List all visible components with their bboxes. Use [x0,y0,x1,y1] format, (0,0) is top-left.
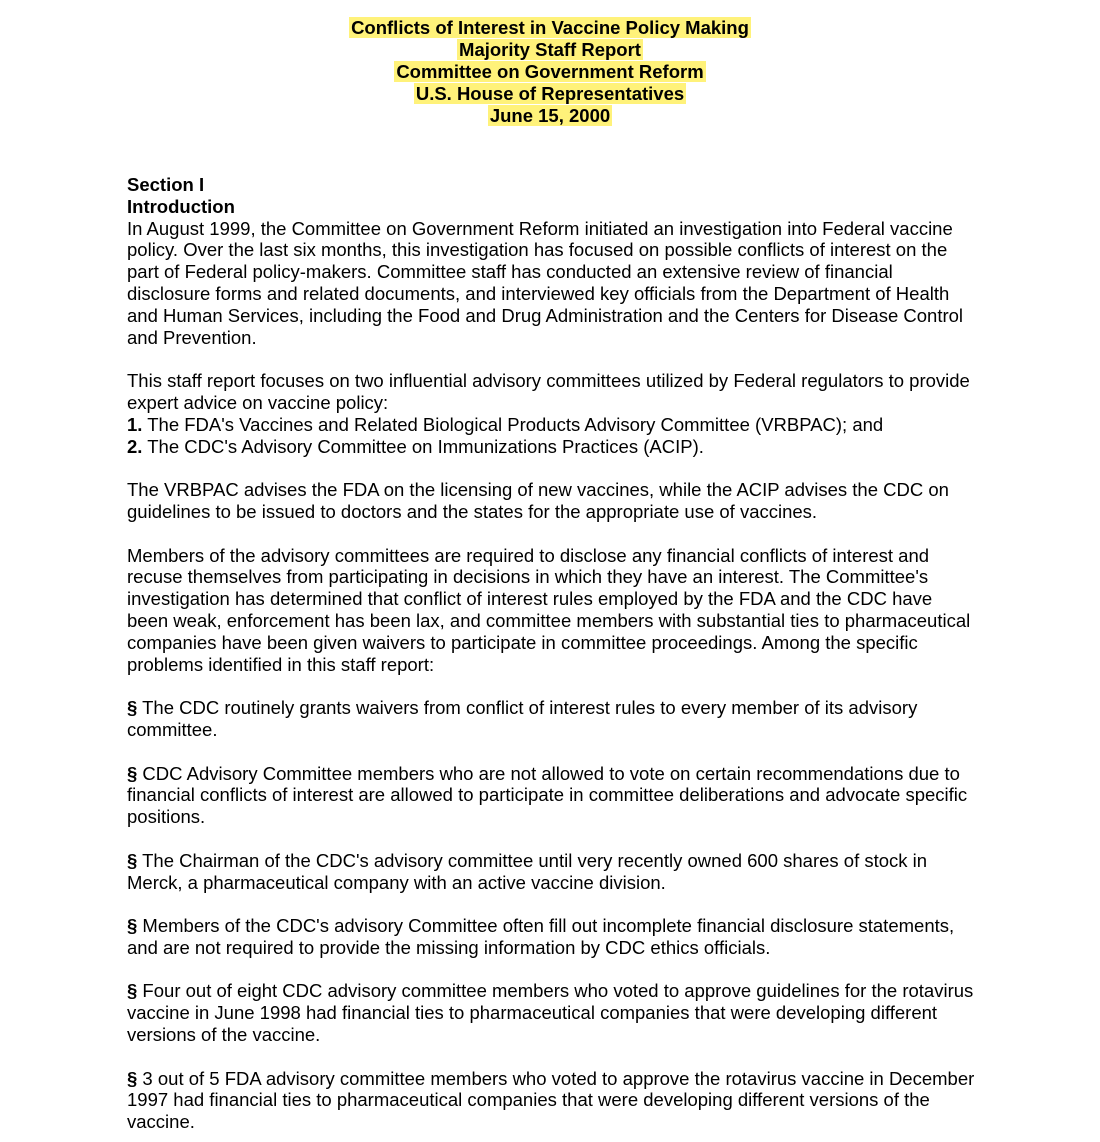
report-subtitle: Majority Staff Report [459,39,641,60]
section-sign-icon: § [127,697,138,719]
section-number: Section I [127,174,205,195]
report-body: U.S. House of Representatives [415,83,685,104]
report-title: Conflicts of Interest in Vaccine Policy Making [351,17,749,38]
section-sign-icon: § [127,849,138,871]
section-title: Introduction [127,195,235,217]
committee-list [127,414,977,458]
vrbpac-acip-paragraph: The VRBPAC advises the FDA on the licensing of new vaccines, while the ACIP advises the CDC on guidelines to be issued to doctors and the states for the appropriate use of vaccines. [127,479,949,522]
report-title-block [0,17,1100,127]
section-sign-icon: § [127,762,138,784]
section-sign-icon: § [127,980,138,1002]
list-item: 1. The FDA's Vaccines and Related Biological Products Advisory Committee (VRBPAC); and [127,413,884,435]
finding-item: § Members of the CDC's advisory Committee often fill out incomplete financial disclosure statements, and are not required to provide the missing information by CDC ethics officials. [127,915,955,958]
section-sign-icon: § [127,1067,138,1089]
intro-paragraph: In August 1999, the Committee on Government Reform initiated an investigation into Federal vaccine policy. Over the last six months, this investigation has focused on possible conflicts of interest on the part of Federal policy-makers. Committee staff has conducted an extensive review of financial disclosure forms and related documents, and interviewed key officials from the Department of Health and Human Services, including the Food and Drug Administration and the Centers for Disease Control and Prevention. [127,217,964,348]
list-item: 2. The CDC's Advisory Committee on Immunizations Practices (ACIP). [127,435,704,457]
advisory-committees-paragraph: This staff report focuses on two influential advisory committees utilized by Federal regulators to provide expert advice on vaccine policy: [127,370,970,413]
conflict-rules-paragraph: Members of the advisory committees are required to disclose any financial conflicts of interest and recuse themselves from participating in decisions in which they have an interest. The Committee's investigation has determined that conflict of interest rules employed by the FDA and the CDC have been weak, enforcement has been lax, and committee members with substantial ties to pharmaceutical companies have been given waivers to participate in committee proceedings. Among the specific problems identified in this staff report: [127,544,971,675]
report-committee: Committee on Government Reform [396,61,704,82]
report-date: June 15, 2000 [489,105,611,126]
finding-item: § Four out of eight CDC advisory committee members who voted to approve guidelines for the rotavirus vaccine in June 1998 had financial ties to pharmaceutical companies that were developing different versions of the vaccine. [127,980,974,1046]
section-sign-icon: § [127,915,138,937]
finding-item: § CDC Advisory Committee members who are not allowed to vote on certain recommendations due to financial conflicts of interest are allowed to participate in committee deliberations and advocate specific positions. [127,762,968,828]
report-content [127,174,977,1133]
finding-item: § The Chairman of the CDC's advisory committee until very recently owned 600 shares of stock in Merck, a pharmaceutical company with an active vaccine division. [127,849,928,893]
finding-item: § The CDC routinely grants waivers from conflict of interest rules to every member of its advisory committee. [127,697,918,740]
finding-item: § 3 out of 5 FDA advisory committee members who voted to approve the rotavirus vaccine in December 1997 had financial ties to pharmaceutical companies that were developing different versions of the vaccine. [127,1067,975,1133]
